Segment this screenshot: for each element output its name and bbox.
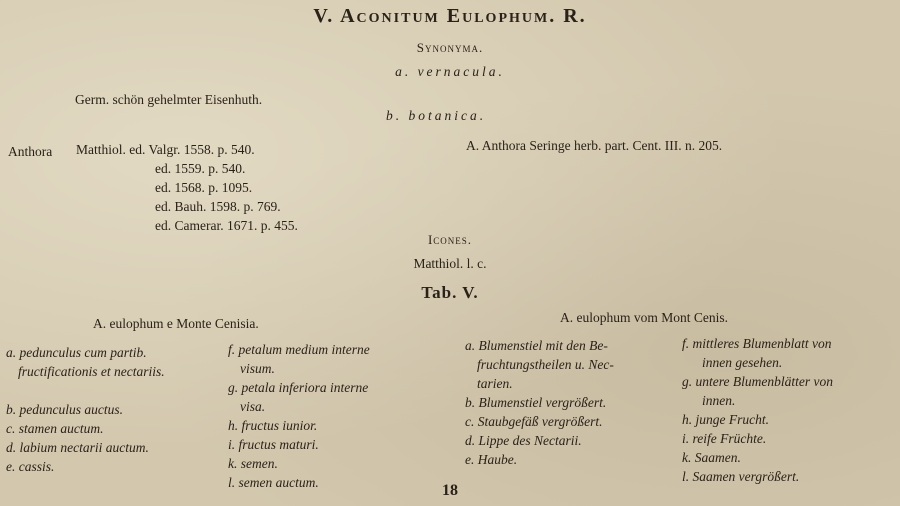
section-heading: V. Aconitum Eulophum. R. xyxy=(313,5,587,27)
list-item: fruchtungstheilen u. Nec- xyxy=(477,357,614,372)
anthora-ref-3: ed. 1568. p. 1095. xyxy=(155,180,253,195)
list-item: c. Staubgefäß vergrößert. xyxy=(465,414,603,429)
list-item: e. Haube. xyxy=(465,452,518,467)
list-item: g. untere Blumenblätter von xyxy=(682,374,833,389)
subheading-botanica: b. botanica. xyxy=(386,108,487,123)
list-item: l. Saamen vergrößert. xyxy=(682,469,800,484)
list-item: f. petalum medium interne xyxy=(228,342,370,357)
german-name: Germ. schön gehelmter Eisenhuth. xyxy=(75,92,263,107)
page-number: 18 xyxy=(442,482,458,499)
anthora-ref-2: ed. 1559. p. 540. xyxy=(155,161,246,176)
list-item: h. fructus iunior. xyxy=(228,418,318,433)
list-item: a. Blumenstiel mit den Be- xyxy=(465,338,608,353)
list-item: f. mittleres Blumenblatt von xyxy=(682,336,832,351)
latin-caption: A. eulophum e Monte Cenisia. xyxy=(93,316,259,331)
list-item: a. pedunculus cum partib. xyxy=(6,345,147,360)
list-item: b. pedunculus auctus. xyxy=(6,402,123,417)
plate-number: Tab. V. xyxy=(421,283,479,302)
list-item: i. fructus maturi. xyxy=(228,437,319,452)
synonyma-heading: Synonyma. xyxy=(416,40,484,55)
icones-reference: Matthiol. l. c. xyxy=(413,256,487,271)
list-item: g. petala inferiora interne xyxy=(228,380,369,395)
anthora-ref-1: Matthiol. ed. Valgr. 1558. p. 540. xyxy=(76,142,255,157)
subheading-vernacula: a. vernacula. xyxy=(395,64,505,79)
list-item: l. semen auctum. xyxy=(228,475,319,490)
anthora-ref-4: ed. Bauh. 1598. p. 769. xyxy=(155,199,281,214)
german-column-1 xyxy=(465,336,614,469)
latin-column-2 xyxy=(228,340,370,492)
german-caption: A. eulophum vom Mont Cenis. xyxy=(560,310,728,325)
list-item: tarien. xyxy=(477,376,513,391)
list-item: i. reife Früchte. xyxy=(682,431,767,446)
list-item: d. Lippe des Nectarii. xyxy=(465,433,582,448)
anthora-label: Anthora xyxy=(8,144,53,159)
list-item: k. Saamen. xyxy=(682,450,741,465)
list-item: innen gesehen. xyxy=(702,355,783,370)
list-item: d. labium nectarii auctum. xyxy=(6,440,149,455)
anthora-ref-5: ed. Camerar. 1671. p. 455. xyxy=(155,218,298,233)
list-item: visa. xyxy=(240,399,266,414)
list-item: e. cassis. xyxy=(6,459,55,474)
anthora-seringe-ref: A. Anthora Seringe herb. part. Cent. III. n. 205. xyxy=(466,138,723,153)
list-item: c. stamen auctum. xyxy=(6,421,104,436)
list-item: innen. xyxy=(702,393,736,408)
list-item: k. semen. xyxy=(228,456,278,471)
icones-heading: Icones. xyxy=(427,232,473,247)
german-column-2 xyxy=(682,334,833,486)
list-item: b. Blumenstiel vergrößert. xyxy=(465,395,607,410)
list-item xyxy=(6,381,165,400)
list-item: h. junge Frucht. xyxy=(682,412,769,427)
latin-column-1 xyxy=(6,343,165,476)
list-item: fructificationis et nectariis. xyxy=(18,364,165,379)
list-item: visum. xyxy=(240,361,275,376)
